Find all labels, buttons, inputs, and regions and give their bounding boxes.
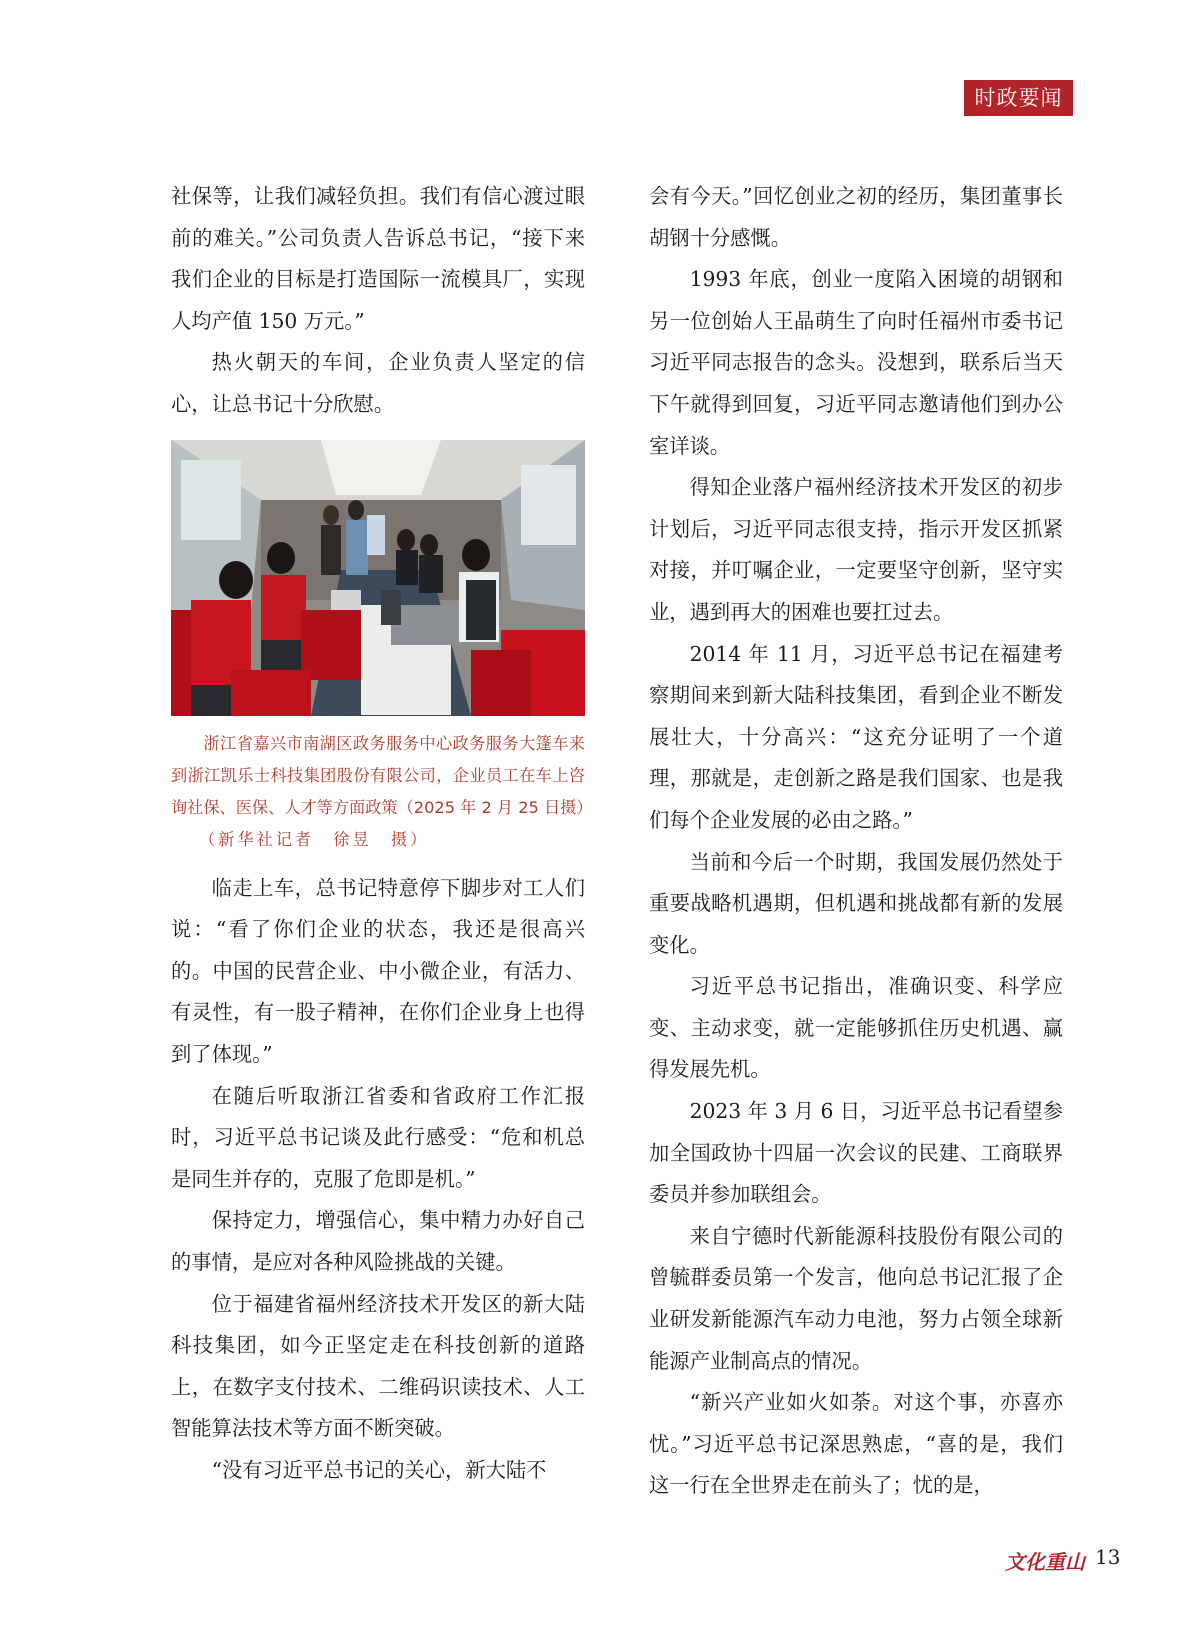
bus-interior-photo [171,440,585,716]
paragraph: 习近平总书记指出，准确识变、科学应变、主动求变，就一定能够抓住历史机遇、赢得发展先机。 [649,974,1063,1082]
magazine-logo: 文化重山 [1005,1550,1085,1574]
right-column [649,176,1063,1507]
section-badge: 时政要闻 [964,80,1073,116]
paragraph: 来自宁德时代新能源科技股份有限公司的曾毓群委员第一个发言，他向总书记汇报了企业研发新能源汽车动力电池，努力占领全球新能源产业制高点的情况。 [649,1223,1063,1373]
photo-caption [171,728,593,856]
left-column [171,176,593,1491]
paragraph: 2023 年 3 月 6 日，习近平总书记看望参加全国政协十四届一次会议的民建、工商联界委员并参加联组会。 [649,1099,1063,1207]
news-photo [171,440,585,716]
paragraph: 当前和今后一个时期，我国发展仍然处于重要战略机遇期，但机遇和挑战都有新的发展变化。 [649,849,1063,957]
left-body-after-figure [171,868,585,1492]
paragraph: 在随后听取浙江省委和省政府工作汇报时，习近平总书记谈及此行感受：“危和机总是同生并存的，克服了危即是机。” [171,1083,585,1191]
paragraph: 1993 年底，创业一度陷入困境的胡钢和另一位创始人王晶萌生了向时任福州市委书记习近平同志报告的念头。没想到，联系后当天下午就得到回复，习近平同志邀请他们到办公室详谈。 [649,267,1063,458]
paragraph: “没有习近平总书记的关心，新大陆不 [211,1457,547,1482]
paragraph: 会有今天。”回忆创业之初的经历，集团董事长胡钢十分感慨。 [649,184,1063,250]
paragraph: 临走上车，总书记特意停下脚步对工人们说：“看了你们企业的状态，我还是很高兴的。中国的民营企业、中小微企业，有活力、有灵性，有一股子精神，在你们企业身上也得到了体现。” [171,875,585,1066]
paragraph: 社保等，让我们减轻负担。我们有信心渡过眼前的难关。”公司负责人告诉总书记，“接下来我们企业的目标是打造国际一流模具厂，实现人均产值 150 万元。” [171,184,585,333]
paragraph: 2014 年 11 月，习近平总书记在福建考察期间来到新大陆科技集团，看到企业不断发展壮大，十分高兴：“这充分证明了一个道理，那就是，走创新之路是我们国家、也是我们每个企业发展的必由之路。” [649,641,1063,832]
photo-credit: （新华社记者 徐昱 摄） [199,829,430,849]
page-number: 13 [1095,1545,1121,1569]
paragraph: 热火朝天的车间，企业负责人坚定的信心，让总书记十分欣慰。 [171,350,585,416]
paragraph: “新兴产业如火如荼。对这个事，亦喜亦忧。”习近平总书记深思熟虑，“喜的是，我们这一行在全世界走在前头了；忧的是， [649,1390,1063,1498]
caption-text: 浙江省嘉兴市南湖区政务服务中心政务服务大篷车来到浙江凯乐士科技集团股份有限公司，企业员工在车上咨询社保、医保、人才等方面政策（2025 年 2 月 25 日摄） [171,733,593,817]
paragraph: 得知企业落户福州经济技术开发区的初步计划后，习近平同志很支持，指示开发区抓紧对接，并叮嘱企业，一定要坚守创新，坚守实业，遇到再大的困难也要扛过去。 [649,475,1063,624]
paragraph: 位于福建省福州经济技术开发区的新大陆科技集团，如今正坚定走在科技创新的道路上，在数字支付技术、二维码识读技术、人工智能算法技术等方面不断突破。 [171,1291,585,1441]
paragraph: 保持定力，增强信心，集中精力办好自己的事情，是应对各种风险挑战的关键。 [171,1208,585,1274]
